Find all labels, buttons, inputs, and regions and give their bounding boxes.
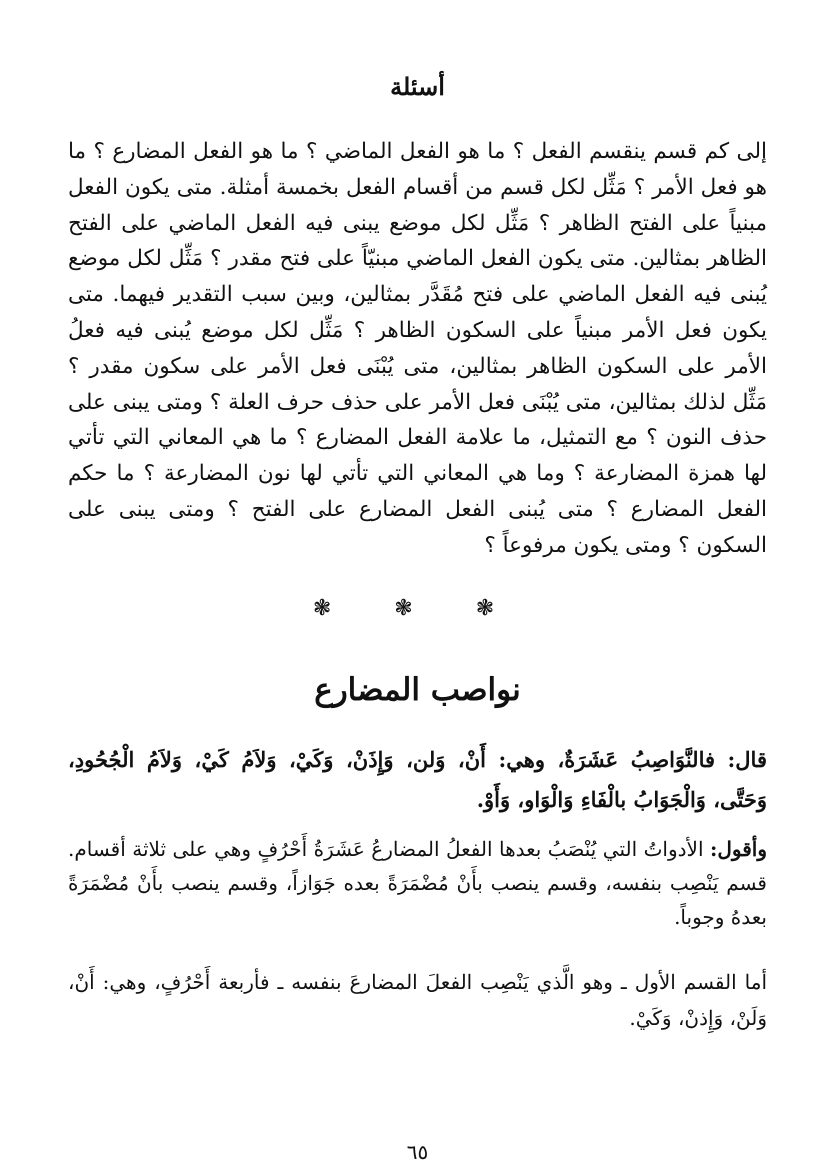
commentary-text: الأدواتُ التي يُنْصَبُ بعدها الفعلُ المضارعُ عَشَرَةُ أَحْرُفٍ وهي على ثلاثة أقسام. قسم يَنْصِب بنفسه، وقسم ينصب بأَنْ مُضْمَرَةً بعده جَوَازاً، وقسم ينصب بأَنْ مُضْمَرَةً بعدهُ وجوباً. (68, 837, 767, 929)
commentary-paragraph (68, 832, 767, 934)
chapter-heading: نواصب المضارع (314, 672, 521, 708)
first-section-paragraph: أما القسم الأول ـ وهو الَّذي يَنْصِب الفعلَ المضارعَ بنفسه ـ فأربعة أَحْرُفٍ، وهي: أَنْ، وَلَنْ، وَإِذنْ، وَكَيْ. (68, 970, 767, 1030)
matn-paragraph: قال: فالنَّوَاصِبُ عَشَرَةٌ، وهي: أَنْ، وَلن، وَإِذَنْ، وَكَيْ، وَلاَمُ كَيْ، وَلاَمُ الْجُحُودِ، وَحَتَّى، وَالْجَوَابُ بالْفَاءِ وَالْوَاو، وَأَوْ. (68, 747, 767, 812)
section-title: أسئلة (390, 72, 445, 101)
commentary-lead: وأقول: (709, 837, 767, 861)
page-number: ٦٥ (406, 1140, 429, 1164)
questions-paragraph: إلى كم قسم ينقسم الفعل ؟ ما هو الفعل الماضي ؟ ما هو الفعل المضارع ؟ ما هو فعل الأمر ؟ مَثِّل لكل قسم من أقسام الفعل بخمسة أمثلة. متى يكون الفعل مبنياً على الفتح الظاهر ؟ مَثِّل لكل موضع يبنى فيه الفعل الماضي على الفتح الظاهر بمثالين. متى يكون الفعل الماضي مبنيّاً على فتح مقدر ؟ مَثِّل لكل موضع يُبنى فيه الفعل الماضي على فتح مُقَدَّر بمثالين، وبين سبب التقدير فيهما. متى يكون فعل الأمر مبنياً على السكون الظاهر ؟ مَثِّل لكل موضع يُبنى فيه فعلُ الأمر على السكون الظاهر بمثالين، متى يُبْنَى فعل الأمر على سكون مقدر ؟ مَثِّل لذلك بمثالين، متى يُبْنَى فعل الأمر على حذف حرف العلة ؟ ومتى يبنى على حذف النون ؟ مع التمثيل، ما علامة الفعل المضارع ؟ ما هي المعاني التي تأتي لها همزة المضارعة ؟ وما هي المعاني التي تأتي لها نون المضارعة ؟ ما حكم الفعل المضارع ؟ متى يُبنى الفعل المضارع على الفتح ؟ ومتى يبنى على السكون ؟ ومتى يكون مرفوعاً ؟ (68, 139, 767, 558)
separator-ornament: ❃ ❃ ❃ (312, 596, 523, 621)
